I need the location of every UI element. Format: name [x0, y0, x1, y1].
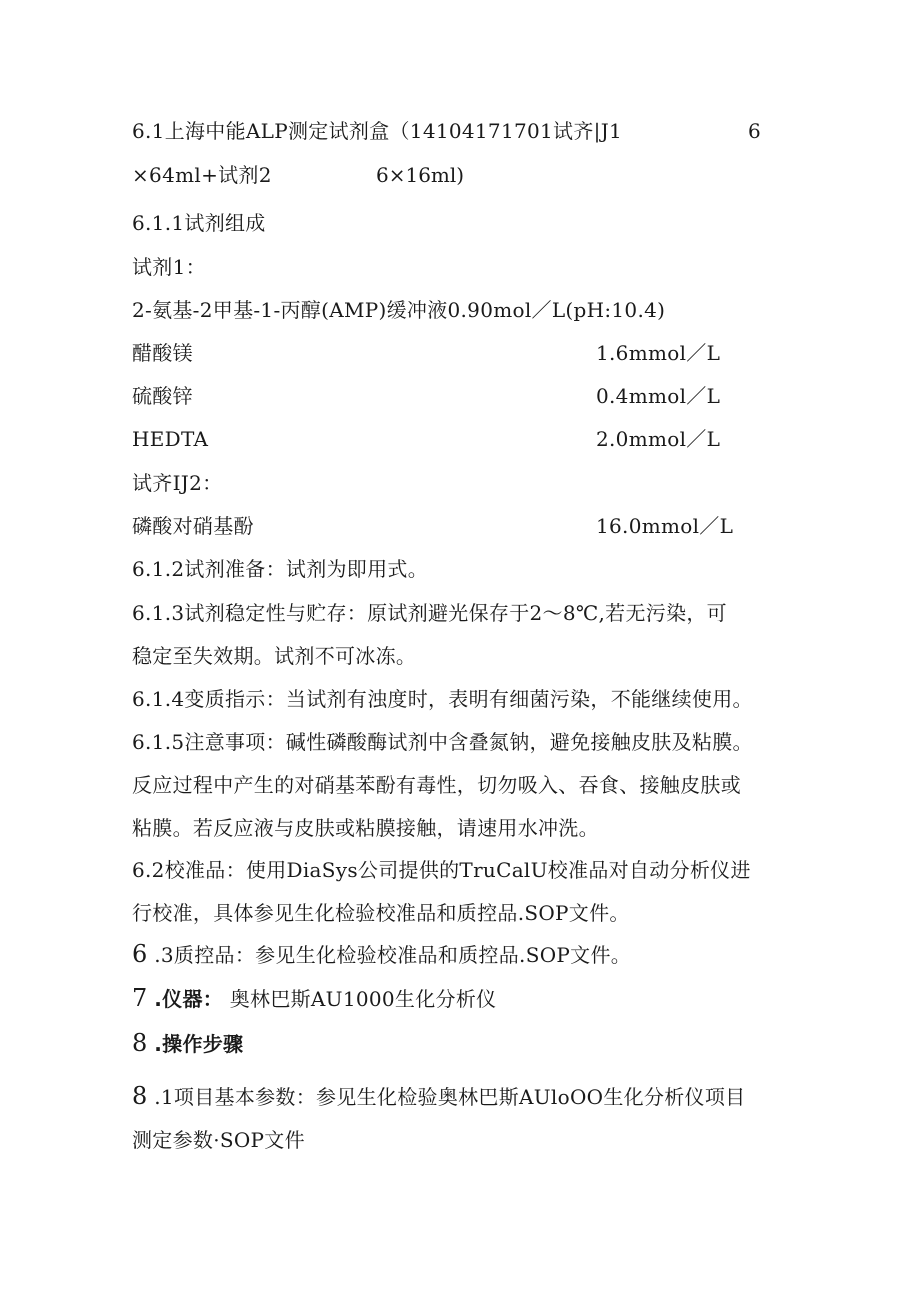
section-7-label: .仪器：: [154, 987, 224, 1011]
component-value: 0.4mmol／L: [596, 384, 721, 408]
section-6-2-line2: 行校准，具体参见生化检验校准品和质控品.SOP文件。: [132, 901, 630, 925]
section-6-1-line2b: 6×16ml): [376, 163, 465, 187]
section-6-2-line1: 6.2校准品：使用DiaSys公司提供的TruCalU校准品对自动分析仪进: [132, 858, 751, 882]
component-name: 醋酸镁: [132, 341, 193, 365]
section-6-1-5-line3: 粘膜。若反应液与皮肤或粘膜接触，请速用水冲洗。: [132, 816, 599, 840]
section-8: [132, 1030, 243, 1057]
reagent-2-label: 试齐IJ2：: [132, 471, 223, 495]
section-6-1-3-line2: 稳定至失效期。试剂不可冰冻。: [132, 644, 417, 668]
component-value: 1.6mmol／L: [596, 341, 721, 365]
component-name: 磷酸对硝基酚: [132, 514, 254, 538]
section-6-3-number: 6: [132, 940, 148, 968]
reagent-1-label: 试剂1：: [132, 255, 206, 279]
section-6-1-3-line1: 6.1.3试剂稳定性与贮存：原试剂避光保存于2～8℃,若无污染，可: [132, 601, 727, 625]
section-6-1-1-heading: 6.1.1试剂组成: [132, 211, 266, 235]
section-6-1-qty: 6: [748, 119, 761, 143]
amp-buffer-line: 2-氨基-2甲基-1-丙醇(AMP)缓冲液0.90mol／L(pH:10.4): [132, 298, 666, 322]
section-6-3-text: .3质控品：参见生化检验校准品和质控品.SOP文件。: [154, 943, 632, 967]
section-8-number: 8: [132, 1029, 148, 1057]
section-6-1-5-line1: 6.1.5注意事项：碱性磷酸酶试剂中含叠氮钠，避免接触皮肤及粘膜。: [132, 730, 753, 754]
section-6-1-line1: 6.1上海中能ALP测定试剂盒（14104171701试齐|J1: [132, 119, 623, 143]
component-name: 硫酸锌: [132, 384, 193, 408]
section-8-1-number: 8: [132, 1082, 148, 1110]
section-6-1-4: 6.1.4变质指示：当试剂有浊度时，表明有细菌污染，不能继续使用。: [132, 687, 753, 711]
section-7: [132, 985, 496, 1012]
section-6-1-5-line2: 反应过程中产生的对硝基苯酚有毒性，切勿吸入、吞食、接触皮肤或: [132, 773, 741, 797]
section-6-3: [132, 941, 631, 968]
section-8-1-text: .1项目基本参数：参见生化检验奥林巴斯AUloOO生化分析仪项目: [154, 1085, 746, 1109]
section-6-1-2: 6.1.2试剂准备：试剂为即用式。: [132, 557, 428, 581]
section-8-1-line1: [132, 1083, 745, 1110]
section-7-number: 7: [132, 984, 148, 1012]
component-value: 2.0mmol／L: [596, 427, 721, 451]
section-6-1-line2a: ×64ml+试剂2: [132, 163, 272, 187]
component-name: HEDTA: [132, 427, 209, 451]
section-8-1-line2: 测定参数·SOP文件: [132, 1128, 305, 1152]
section-8-label: .操作步骤: [154, 1032, 244, 1056]
section-7-text: 奥林巴斯AU1000生化分析仪: [229, 987, 497, 1011]
component-value: 16.0mmol／L: [596, 514, 734, 538]
